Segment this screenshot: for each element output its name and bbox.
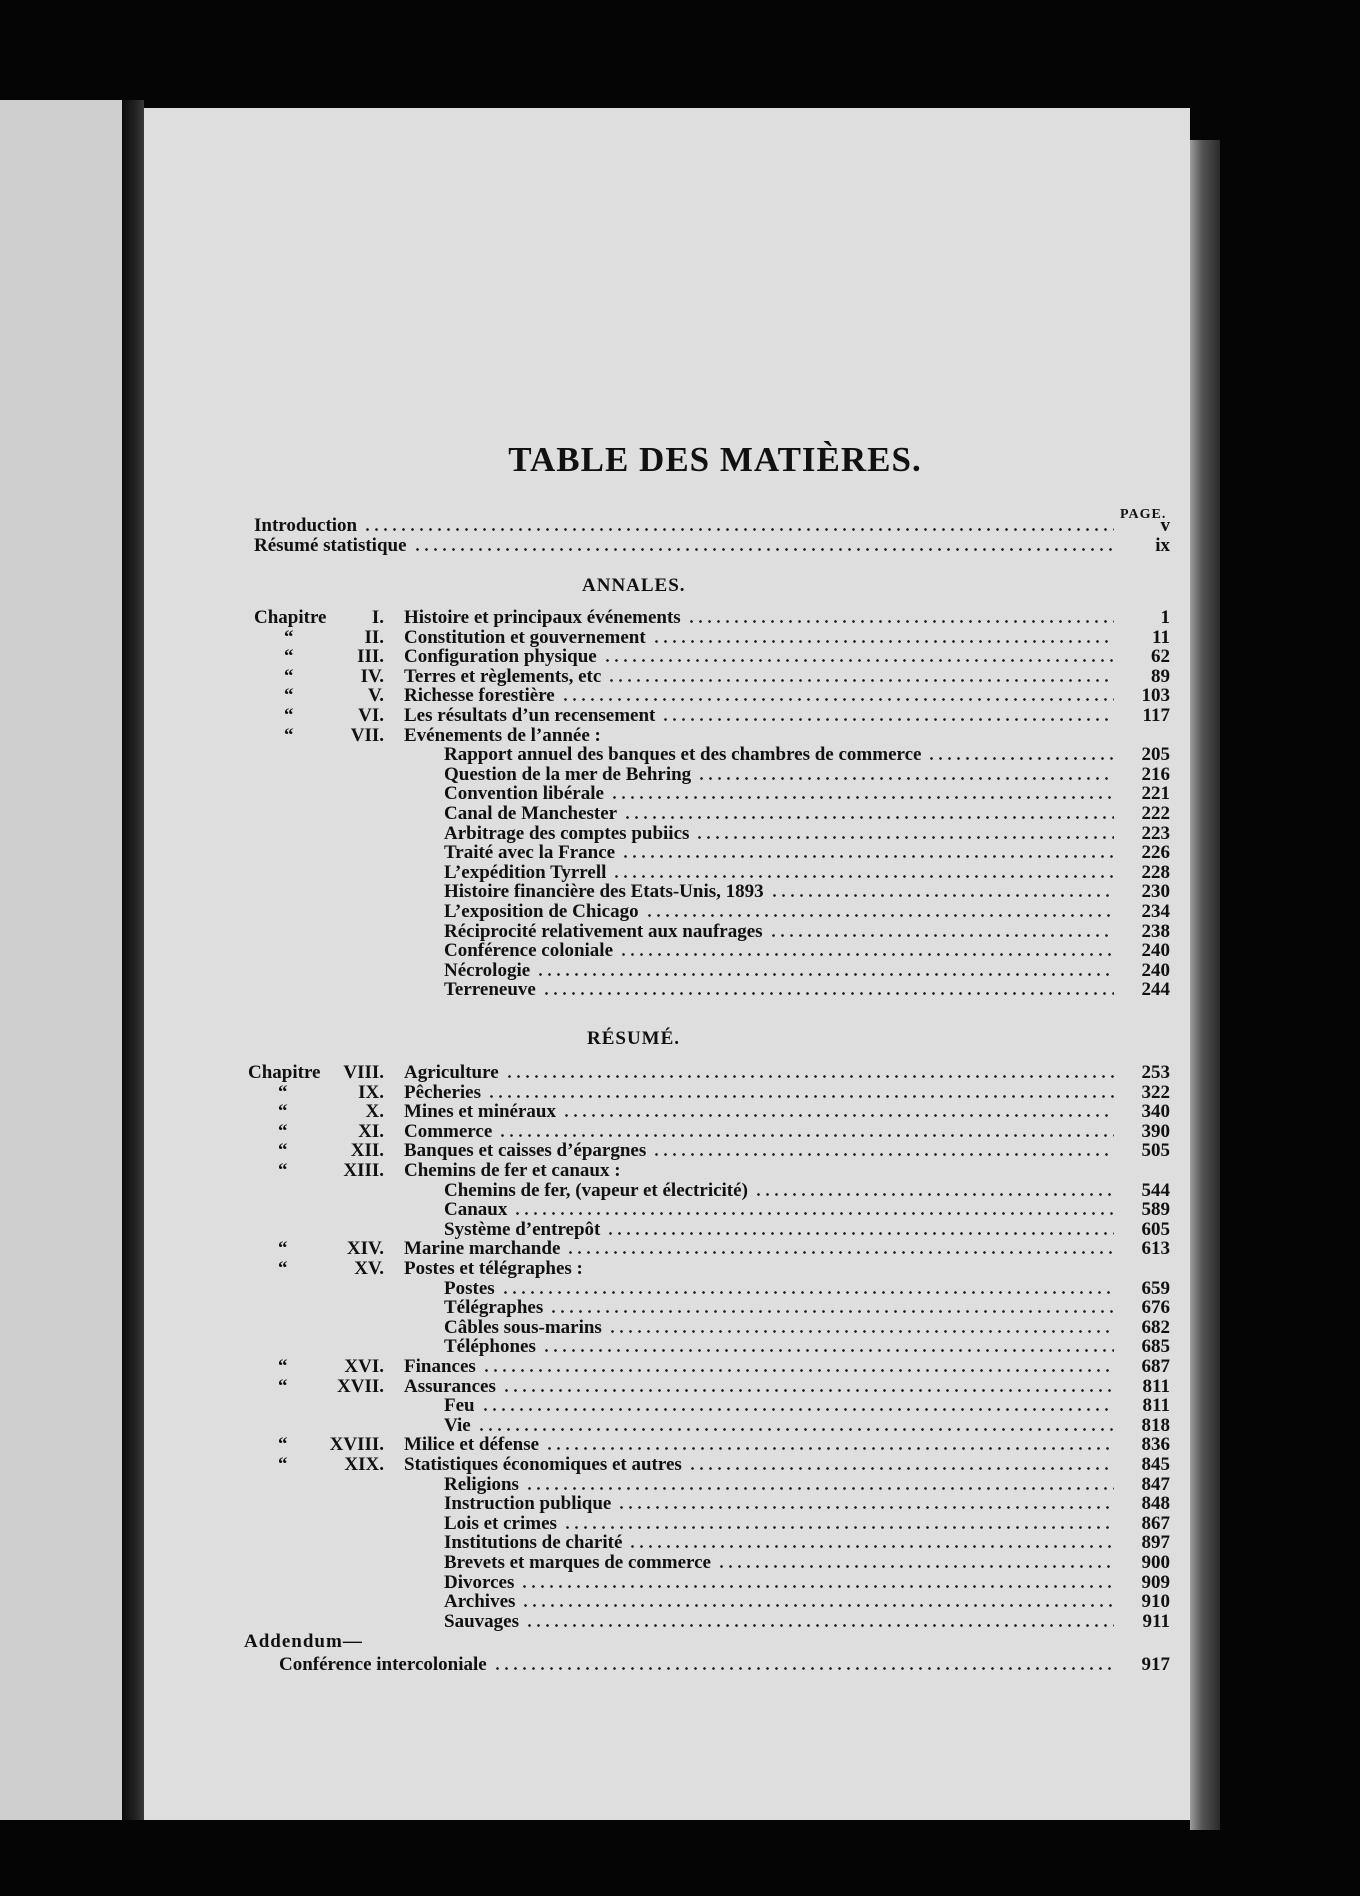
entry-title: Archives [444,1591,516,1613]
dot-leader [482,1369,1114,1372]
toc-row [144,726,1190,746]
chapter-word: “ [284,626,294,648]
page-number: 845 [1141,1454,1170,1475]
dot-leader [688,1467,1114,1470]
dot-leader [413,548,1114,551]
chapter-word: “ [278,1356,288,1377]
entry-title: Agriculture [404,1062,499,1083]
dot-leader [628,1545,1114,1548]
entry-title: L’exposition de Chicago [444,901,639,922]
toc-row [144,824,1190,844]
entry-title: Vie [444,1414,471,1436]
chapter-number: XIV. [346,1238,384,1260]
entry-title: Réciprocité relativement aux naufrages [444,920,763,942]
dot-leader [607,679,1114,682]
entry-title: Lois et crimes [444,1512,557,1534]
chapter-number: IX. [358,1081,384,1103]
dot-leader [623,816,1114,819]
dot-leader [498,1134,1114,1137]
section-heading-resume: RÉSUMÉ. [587,1028,681,1049]
chapter-word: “ [278,1375,288,1397]
dot-leader [501,1291,1114,1294]
page-number: 340 [1141,1101,1170,1123]
toc-row [144,1533,1190,1553]
toc-row [144,1200,1190,1220]
entry-title: Brevets et marques de commerce [444,1552,711,1573]
chapter-word: “ [278,1454,288,1475]
entry-title: Configuration physique [404,646,597,668]
toc-row [144,1298,1190,1318]
entry-title: Histoire financière des Etats-Unis, 1893 [444,881,764,903]
page-number: 900 [1141,1552,1170,1573]
page-number: 322 [1141,1081,1170,1103]
dot-leader [566,1251,1114,1254]
page-number: 605 [1141,1218,1170,1240]
toc-row [144,961,1190,981]
dot-leader [769,934,1114,937]
toc-row [144,843,1190,863]
page-number: v [1160,515,1170,536]
dot-leader [927,757,1114,760]
toc-row [144,1396,1190,1416]
entry-title: Divorces [444,1571,515,1593]
toc-row [144,628,1190,648]
toc-row [144,1122,1190,1142]
book-gutter [122,100,144,1820]
entry-title: Religions [444,1473,519,1495]
dot-leader [549,1310,1114,1313]
page-number: 1 [1160,607,1170,628]
addendum-heading: Addendum— [244,1631,363,1653]
chapter-word: “ [284,685,294,707]
page-number: 221 [1141,783,1170,805]
entry-title: Canaux [444,1199,508,1221]
chapter-word: “ [278,1101,288,1123]
entry-title: Terreneuve [444,979,536,1001]
toc-row [144,1083,1190,1103]
toc-row [144,1377,1190,1397]
entry-title: Résumé statistique [254,534,407,556]
dot-leader [493,1667,1114,1670]
page-number: 228 [1141,861,1170,883]
dot-leader [687,620,1114,623]
dot-leader [652,1153,1114,1156]
dot-leader [608,1330,1114,1333]
toc-row [144,922,1190,942]
toc-row [144,706,1190,726]
entry-title: Téléphones [444,1336,536,1358]
page-number: 659 [1141,1277,1170,1299]
page-number: 253 [1141,1062,1170,1083]
entry-title: Marine marchande [404,1238,561,1260]
chapter-number: I. [371,607,384,628]
toc-row [144,1102,1190,1122]
page-number: 62 [1151,646,1170,668]
chapter-number: XVII. [337,1375,384,1397]
chapter-number: XIX. [344,1454,384,1475]
entry-title: Constitution et gouvernement [404,626,646,648]
book-spine-edge [1190,140,1220,1830]
page-number: 223 [1141,822,1170,844]
chapter-number: V. [367,685,384,707]
toc-row [144,1612,1190,1632]
entry-title: Feu [444,1395,475,1417]
entry-title: Télégraphes [444,1297,544,1319]
toc-row [144,765,1190,785]
chapter-word: “ [278,1120,288,1142]
dot-leader [542,1349,1114,1352]
toc-row [144,1161,1190,1181]
dot-leader [502,1389,1114,1392]
entry-title: Milice et défense [404,1434,540,1456]
chapter-number: X. [365,1101,384,1123]
toc-row [144,1357,1190,1377]
chapter-word: “ [284,665,294,687]
dot-leader [661,718,1114,721]
dot-leader [481,1408,1114,1411]
left-page-edge [0,100,122,1820]
chapter-word: “ [278,1160,288,1181]
entry-title: Sauvages [444,1610,519,1632]
page-number: 505 [1141,1140,1170,1162]
entry-title: Mines et minéraux [404,1101,556,1123]
entry-title: Postes et télégraphes : [404,1258,583,1279]
entry-title: Evénements de l’année : [404,724,601,746]
chapter-word: “ [278,1258,288,1279]
entry-title: Convention libérale [444,783,604,805]
dot-leader [542,992,1114,995]
dot-leader [505,1075,1114,1078]
page-number: 11 [1152,626,1170,648]
page-number: 836 [1141,1434,1170,1456]
document-page [144,108,1190,1820]
chapter-word: Chapitre [248,1062,321,1083]
page-number: 676 [1141,1297,1170,1319]
entry-title: Finances [404,1356,476,1377]
toc-row [144,1239,1190,1259]
dot-leader [563,1526,1114,1529]
entry-title: Arbitrage des comptes pubiics [444,822,690,844]
page-number: 240 [1141,940,1170,962]
entry-title: Institutions de charité [444,1532,623,1554]
dot-leader [525,1624,1114,1627]
page-number: 911 [1142,1610,1170,1632]
page-number: 103 [1141,685,1170,707]
toc-row [144,1592,1190,1612]
chapter-number: XVI. [344,1356,384,1377]
toc-row [144,941,1190,961]
dot-leader [363,528,1114,531]
entry-title: Conférence intercoloniale [279,1654,487,1675]
entry-title: Câbles sous-marins [444,1316,602,1338]
dot-leader [545,1447,1114,1450]
toc-row [144,667,1190,687]
chapter-number: XII. [350,1140,384,1162]
chapter-number: VIII. [343,1062,384,1083]
chapter-word: “ [284,646,294,668]
chapter-word: Chapitre [254,607,327,628]
page-number: 811 [1142,1395,1170,1417]
page-number: 811 [1142,1375,1170,1397]
dot-leader [477,1428,1114,1431]
dot-leader [520,1585,1114,1588]
dot-leader [645,914,1114,917]
dot-leader [621,855,1114,858]
page-number: ix [1155,534,1170,556]
dot-leader [561,698,1114,701]
entry-title: Introduction [254,515,358,536]
dot-leader [525,1487,1114,1490]
front-matter-row [144,536,1190,556]
page-number: 589 [1141,1199,1170,1221]
page-number: 909 [1141,1571,1170,1593]
entry-title: Instruction publique [444,1493,612,1515]
entry-title: Richesse forestière [404,685,555,707]
toc-row [144,1475,1190,1495]
chapter-word: “ [278,1238,288,1260]
dot-leader [617,1506,1114,1509]
toc-row [144,980,1190,1000]
dot-leader [521,1604,1114,1607]
page-number: 238 [1141,920,1170,942]
chapter-number: XI. [358,1120,384,1142]
page-number: 910 [1141,1591,1170,1613]
entry-title: Question de la mer de Behring [444,763,692,785]
page-number: 685 [1141,1336,1170,1358]
toc-row [144,647,1190,667]
page-number: 234 [1141,901,1170,922]
page-number: 897 [1141,1532,1170,1554]
chapter-word: “ [284,705,294,726]
section-heading-annales: ANNALES. [582,575,686,596]
toc-row [144,1435,1190,1455]
toc-row [144,745,1190,765]
page-number: 847 [1141,1473,1170,1495]
dot-leader [610,796,1114,799]
dot-leader [603,659,1114,662]
dot-leader [513,1212,1114,1215]
entry-title: Statistiques économiques et autres [404,1454,682,1475]
toc-row [144,1063,1190,1083]
page-number: 390 [1141,1120,1170,1142]
chapter-number: IV. [360,665,384,687]
page-number: 544 [1141,1179,1170,1201]
dot-leader [562,1114,1114,1117]
chapter-word: “ [278,1140,288,1162]
page-number: 687 [1141,1356,1170,1377]
page-number: 818 [1141,1414,1170,1436]
addendum-row [144,1655,1190,1675]
entry-title: Assurances [404,1375,496,1397]
chapter-number: II. [364,626,384,648]
entry-title: Traité avec la France [444,842,616,864]
toc-row [144,1553,1190,1573]
toc-row [144,608,1190,628]
entry-title: Canal de Manchester [444,803,618,824]
page-title: TABLE DES MATIÈRES. [508,440,922,479]
page-number: 222 [1141,803,1170,824]
chapter-number: VI. [358,705,384,726]
page-number: 117 [1142,705,1170,726]
chapter-number: VII. [350,724,384,746]
page-number: 216 [1141,763,1170,785]
toc-row [144,1455,1190,1475]
dot-leader [697,777,1114,780]
page-number: 867 [1141,1512,1170,1534]
entry-title: Histoire et principaux événements [404,607,681,628]
toc-row [144,804,1190,824]
toc-row [144,1279,1190,1299]
dot-leader [536,973,1114,976]
dot-leader [695,836,1114,839]
page-number: 240 [1141,959,1170,981]
toc-row [144,1318,1190,1338]
chapter-word: “ [278,1081,288,1103]
page-number: 226 [1141,842,1170,864]
page-number: 89 [1151,665,1170,687]
entry-title: Pêcheries [404,1081,482,1103]
toc-row [144,882,1190,902]
toc-row [144,863,1190,883]
dot-leader [770,894,1114,897]
entry-title: Système d’entrepôt [444,1218,601,1240]
toc-row [144,1181,1190,1201]
page-number: 613 [1141,1238,1170,1260]
chapter-number: XV. [354,1258,384,1279]
page-number: 917 [1141,1654,1170,1675]
entry-title: Chemins de fer et canaux : [404,1160,621,1181]
dot-leader [717,1565,1114,1568]
page-number: 682 [1141,1316,1170,1338]
toc-row [144,902,1190,922]
toc-row [144,1494,1190,1514]
toc-row [144,1220,1190,1240]
page-number: 244 [1141,979,1170,1001]
dot-leader [619,953,1114,956]
entry-title: Chemins de fer, (vapeur et électricité) [444,1179,748,1201]
page-number: 205 [1141,744,1170,766]
entry-title: Rapport annuel des banques et des chambres de commerce [444,744,922,766]
entry-title: Conférence coloniale [444,940,614,962]
chapter-number: III. [357,646,384,668]
entry-title: Commerce [404,1120,493,1142]
toc-row [144,1259,1190,1279]
chapter-number: XVIII. [329,1434,384,1456]
dot-leader [487,1095,1114,1098]
dot-leader [612,875,1114,878]
dot-leader [754,1193,1114,1196]
entry-title: Nécrologie [444,959,531,981]
toc-row [144,784,1190,804]
entry-title: Banques et caisses d’épargnes [404,1140,647,1162]
page-column-header: PAGE. [1120,507,1167,522]
entry-title: L’expédition Tyrrell [444,861,607,883]
toc-row [144,1337,1190,1357]
toc-row [144,686,1190,706]
front-matter-row [144,516,1190,536]
toc-row [144,1416,1190,1436]
toc-row [144,1514,1190,1534]
dot-leader [652,640,1114,643]
chapter-word: “ [284,724,294,746]
page-number: 230 [1141,881,1170,903]
entry-title: Les résultats d’un recensement [404,705,656,726]
page-number: 848 [1141,1493,1170,1515]
entry-title: Postes [444,1277,495,1299]
chapter-number: XIII. [343,1160,384,1181]
toc-row [144,1141,1190,1161]
entry-title: Terres et règlements, etc [404,665,602,687]
toc-row [144,1573,1190,1593]
dot-leader [606,1232,1114,1235]
chapter-word: “ [278,1434,288,1456]
